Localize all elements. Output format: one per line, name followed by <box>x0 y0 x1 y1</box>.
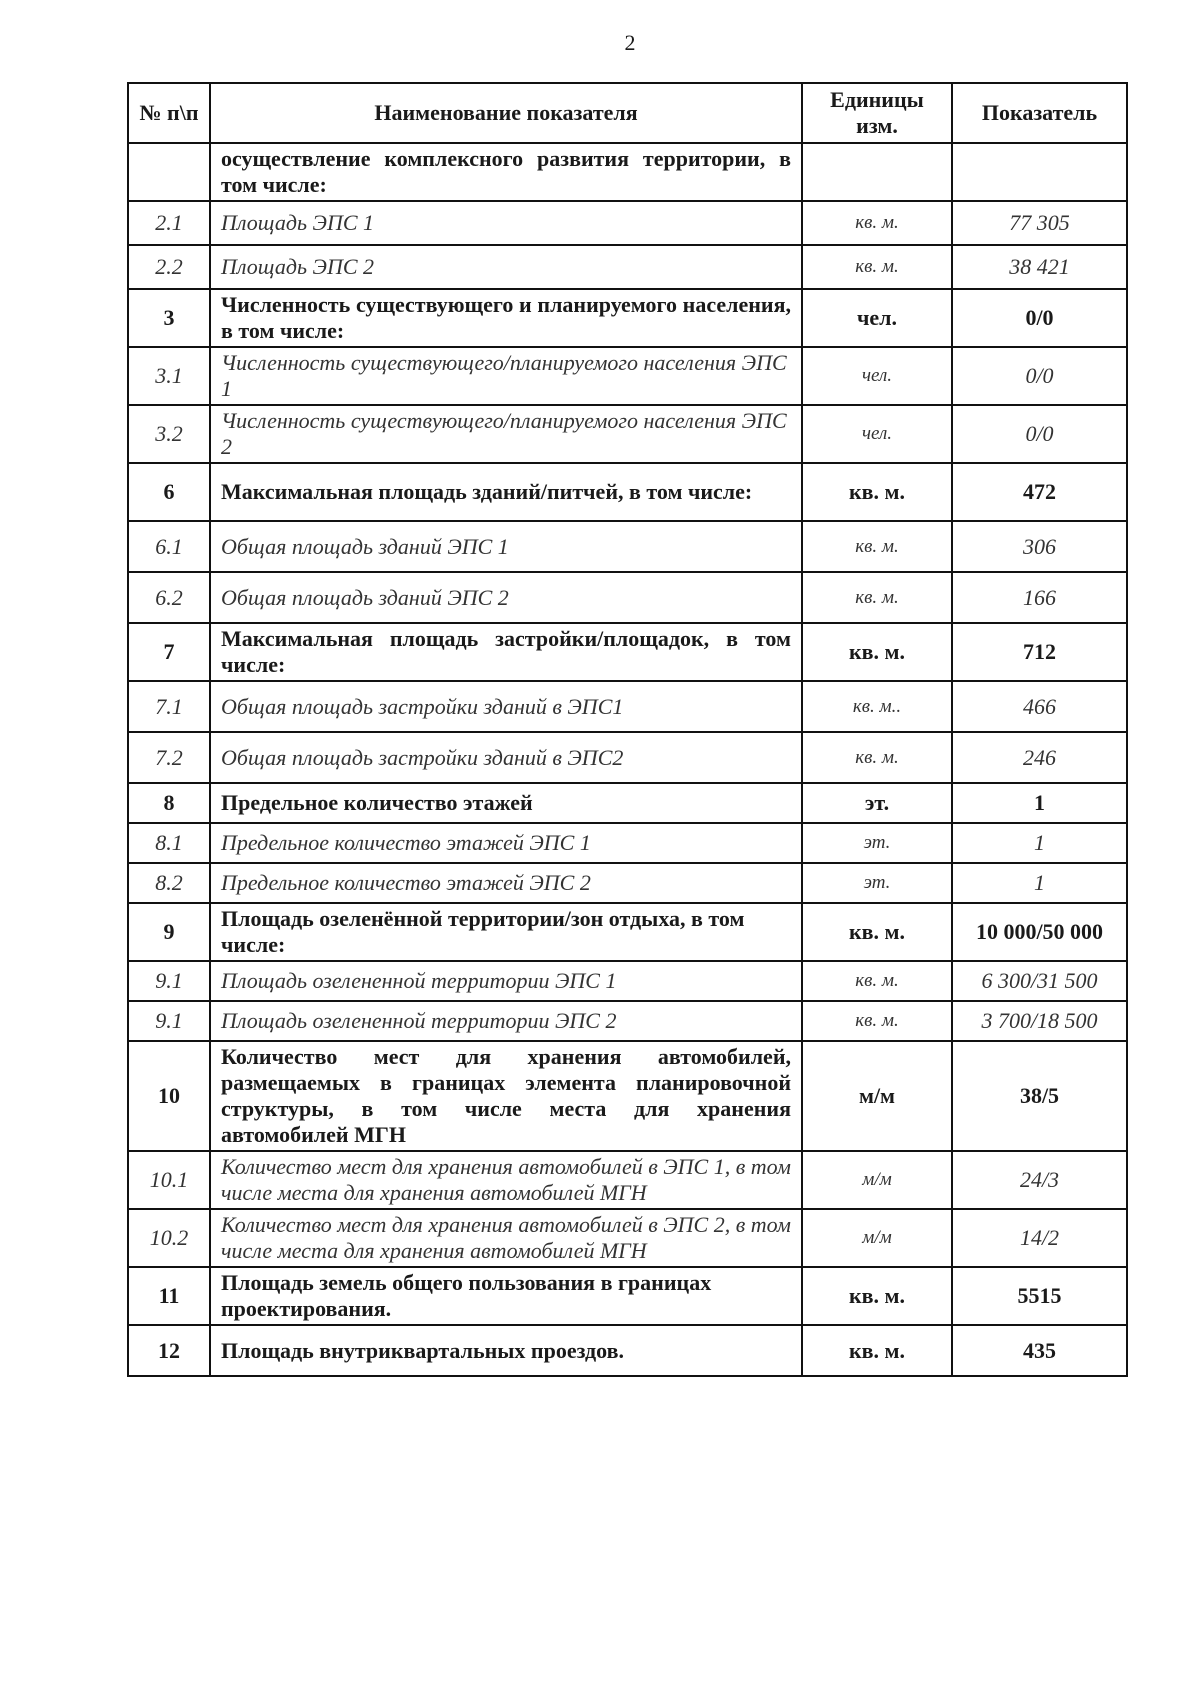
row-name: осуществление комплексного развития территории, в том числе: <box>210 143 802 201</box>
row-name: Предельное количество этажей ЭПС 1 <box>210 823 802 863</box>
table-row <box>128 903 1127 961</box>
table-row <box>128 1041 1127 1151</box>
row-unit: эт. <box>802 823 952 863</box>
indicators-table <box>127 82 1128 1377</box>
row-number: 7.1 <box>128 681 210 732</box>
row-name: Количество мест для хранения автомобилей, размещаемых в границах элемента планировочной структуры, в том числе места для хранения автомобилей МГН <box>210 1041 802 1151</box>
row-unit: чел. <box>802 405 952 463</box>
row-value: 472 <box>952 463 1127 521</box>
row-number: 2.1 <box>128 201 210 245</box>
table-row <box>128 521 1127 572</box>
row-unit: кв. м. <box>802 732 952 783</box>
row-name: Количество мест для хранения автомобилей в ЭПС 2, в том числе места для хранения автомобилей МГН <box>210 1209 802 1267</box>
row-unit: чел. <box>802 347 952 405</box>
row-name: Площадь озелененной территории ЭПС 2 <box>210 1001 802 1041</box>
row-number: 10.2 <box>128 1209 210 1267</box>
row-unit: эт. <box>802 863 952 903</box>
table-row <box>128 1001 1127 1041</box>
row-unit: эт. <box>802 783 952 823</box>
row-value: 466 <box>952 681 1127 732</box>
row-number: 11 <box>128 1267 210 1325</box>
row-number <box>128 143 210 201</box>
row-name: Предельное количество этажей <box>210 783 802 823</box>
table-row <box>128 1209 1127 1267</box>
row-unit: чел. <box>802 289 952 347</box>
row-name: Численность существующего/планируемого населения ЭПС 1 <box>210 347 802 405</box>
row-number: 3.2 <box>128 405 210 463</box>
row-value: 77 305 <box>952 201 1127 245</box>
row-value: 1 <box>952 823 1127 863</box>
row-number: 12 <box>128 1325 210 1376</box>
table-row <box>128 623 1127 681</box>
row-name: Площадь ЭПС 1 <box>210 201 802 245</box>
row-unit: кв. м. <box>802 1001 952 1041</box>
table-row <box>128 823 1127 863</box>
row-number: 2.2 <box>128 245 210 289</box>
row-name: Площадь земель общего пользования в границах проектирования. <box>210 1267 802 1325</box>
row-value: 5515 <box>952 1267 1127 1325</box>
row-name: Численность существующего и планируемого населения, в том числе: <box>210 289 802 347</box>
row-value: 0/0 <box>952 347 1127 405</box>
table-row <box>128 1267 1127 1325</box>
row-unit: кв. м. <box>802 463 952 521</box>
row-number: 8 <box>128 783 210 823</box>
row-number: 10 <box>128 1041 210 1151</box>
table-row <box>128 732 1127 783</box>
row-name: Площадь озелененной территории ЭПС 1 <box>210 961 802 1001</box>
header-indicator-name: Наименование показателя <box>210 83 802 143</box>
row-unit: кв. м. <box>802 903 952 961</box>
header-number: № п\п <box>128 83 210 143</box>
row-value: 38 421 <box>952 245 1127 289</box>
row-value: 306 <box>952 521 1127 572</box>
header-unit: Единицы изм. <box>802 83 952 143</box>
row-unit: м/м <box>802 1151 952 1209</box>
row-number: 8.2 <box>128 863 210 903</box>
table-row <box>128 572 1127 623</box>
table-row <box>128 143 1127 201</box>
row-value: 0/0 <box>952 289 1127 347</box>
row-number: 9.1 <box>128 961 210 1001</box>
row-value: 712 <box>952 623 1127 681</box>
row-number: 9 <box>128 903 210 961</box>
row-value: 3 700/18 500 <box>952 1001 1127 1041</box>
row-unit: м/м <box>802 1209 952 1267</box>
row-number: 10.1 <box>128 1151 210 1209</box>
row-name: Площадь озеленённой территории/зон отдыха, в том числе: <box>210 903 802 961</box>
row-value: 14/2 <box>952 1209 1127 1267</box>
row-value <box>952 143 1127 201</box>
row-number: 7 <box>128 623 210 681</box>
row-number: 7.2 <box>128 732 210 783</box>
row-number: 6.1 <box>128 521 210 572</box>
row-name: Площадь ЭПС 2 <box>210 245 802 289</box>
header-value: Показатель <box>952 83 1127 143</box>
row-unit: кв. м. <box>802 201 952 245</box>
table-row <box>128 681 1127 732</box>
table-row <box>128 405 1127 463</box>
row-value: 246 <box>952 732 1127 783</box>
row-value: 10 000/50 000 <box>952 903 1127 961</box>
row-value: 24/3 <box>952 1151 1127 1209</box>
page-number: 2 <box>624 30 636 55</box>
row-name: Общая площадь застройки зданий в ЭПС2 <box>210 732 802 783</box>
row-name: Максимальная площадь застройки/площадок, в том числе: <box>210 623 802 681</box>
row-number: 6.2 <box>128 572 210 623</box>
row-value: 38/5 <box>952 1041 1127 1151</box>
row-number: 3 <box>128 289 210 347</box>
table-row <box>128 201 1127 245</box>
row-unit: м/м <box>802 1041 952 1151</box>
row-unit: кв. м. <box>802 623 952 681</box>
row-name: Численность существующего/планируемого населения ЭПС 2 <box>210 405 802 463</box>
row-unit: кв. м. <box>802 1267 952 1325</box>
table-row <box>128 1151 1127 1209</box>
table-row <box>128 1325 1127 1376</box>
row-value: 1 <box>952 863 1127 903</box>
row-number: 9.1 <box>128 1001 210 1041</box>
row-value: 6 300/31 500 <box>952 961 1127 1001</box>
row-unit: кв. м. <box>802 1325 952 1376</box>
row-name: Общая площадь застройки зданий в ЭПС1 <box>210 681 802 732</box>
row-name: Предельное количество этажей ЭПС 2 <box>210 863 802 903</box>
row-number: 3.1 <box>128 347 210 405</box>
row-name: Максимальная площадь зданий/питчей, в том числе: <box>210 463 802 521</box>
row-unit: кв. м. <box>802 245 952 289</box>
row-value: 1 <box>952 783 1127 823</box>
table-header-row <box>128 83 1127 143</box>
row-name: Площадь внутриквартальных проездов. <box>210 1325 802 1376</box>
table-row <box>128 863 1127 903</box>
table-row <box>128 783 1127 823</box>
row-name: Количество мест для хранения автомобилей в ЭПС 1, в том числе места для хранения автомобилей МГН <box>210 1151 802 1209</box>
row-name: Общая площадь зданий ЭПС 2 <box>210 572 802 623</box>
row-number: 6 <box>128 463 210 521</box>
row-value: 166 <box>952 572 1127 623</box>
row-unit <box>802 143 952 201</box>
table-row <box>128 289 1127 347</box>
table-row <box>128 347 1127 405</box>
table-row <box>128 961 1127 1001</box>
row-value: 435 <box>952 1325 1127 1376</box>
row-unit: кв. м. <box>802 961 952 1001</box>
table-row <box>128 463 1127 521</box>
row-name: Общая площадь зданий ЭПС 1 <box>210 521 802 572</box>
table-row <box>128 245 1127 289</box>
row-unit: кв. м. <box>802 572 952 623</box>
row-unit: кв. м.. <box>802 681 952 732</box>
row-value: 0/0 <box>952 405 1127 463</box>
row-number: 8.1 <box>128 823 210 863</box>
row-unit: кв. м. <box>802 521 952 572</box>
